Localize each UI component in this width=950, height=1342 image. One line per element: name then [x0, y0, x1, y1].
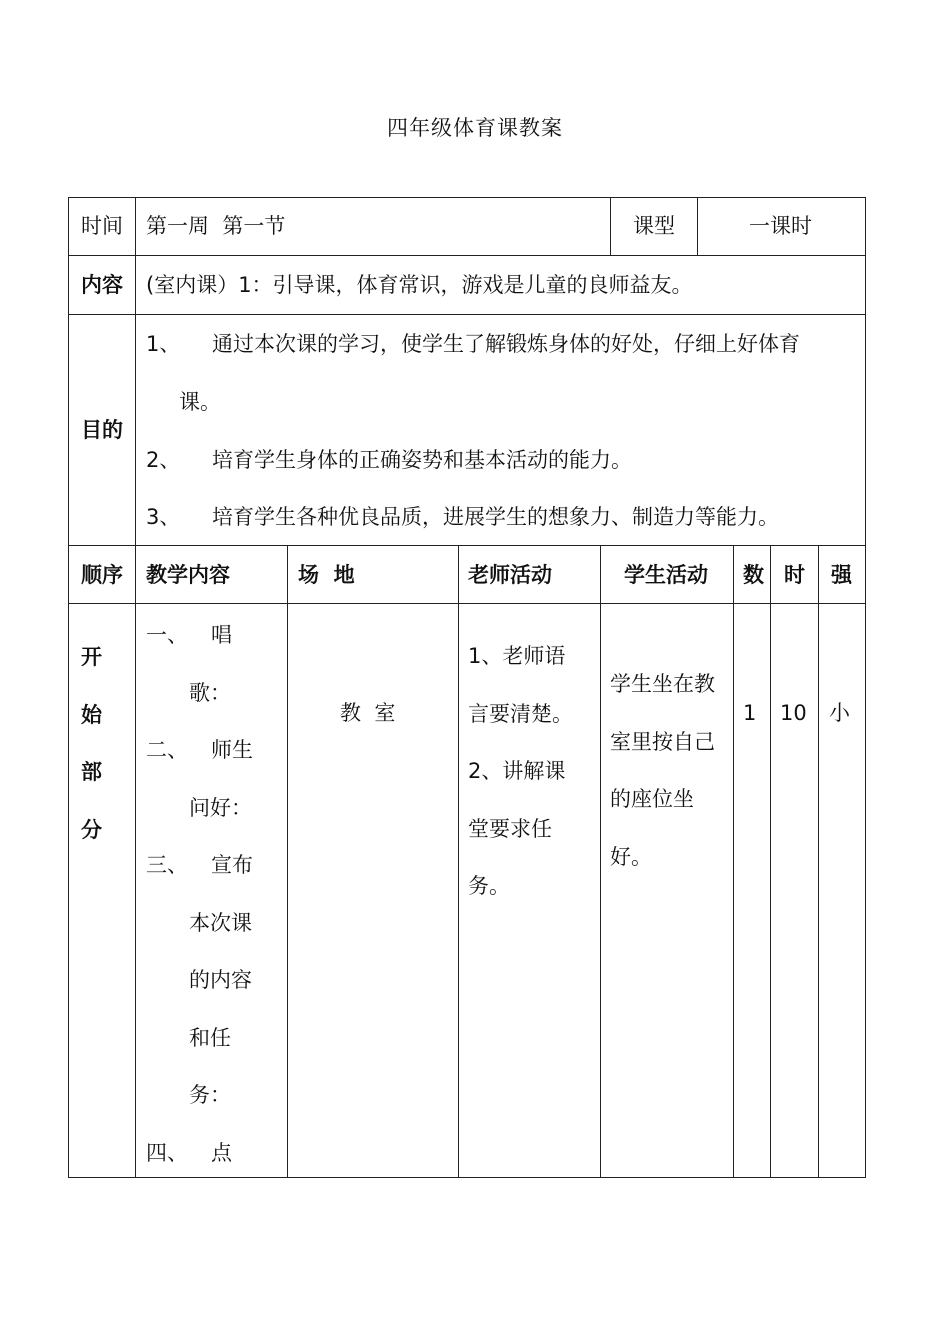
- header-intensity: 强: [831, 563, 852, 587]
- list-item-text: 师生: [211, 738, 253, 762]
- count-value: 1: [743, 701, 757, 725]
- list-item-continued: 问好：: [189, 795, 252, 820]
- list-item-number: 二、: [146, 738, 188, 762]
- teacher-activity: [468, 628, 573, 916]
- objective-text: 培育学生身体的正确姿势和基本活动的能力。: [212, 448, 632, 472]
- teacher-activity-line: 言要清楚。: [468, 701, 573, 726]
- col-divider: [287, 545, 288, 1178]
- list-item: [146, 607, 286, 665]
- section-label-char: 分: [81, 817, 102, 842]
- col-divider: [600, 545, 601, 1178]
- col-divider: [458, 545, 459, 1178]
- list-item-continued: 本次课: [189, 910, 252, 935]
- teacher-activity-line: 1、老师语: [468, 644, 566, 668]
- col-divider: [135, 198, 136, 1178]
- list-item-continued: 和任: [189, 1025, 231, 1050]
- content-label: 内容: [81, 273, 123, 297]
- teacher-activity-line: 务。: [468, 874, 510, 898]
- list-item-continued: 歌：: [189, 680, 231, 705]
- section-label-char: 部: [81, 760, 102, 784]
- intensity-value: 小: [829, 701, 850, 725]
- student-activity-line: 学生坐在教: [610, 672, 715, 696]
- objective-number: 3、: [146, 505, 181, 529]
- header-venue: 场 地: [298, 563, 355, 587]
- document-title: 四年级体育课教案: [387, 116, 563, 140]
- objective-text-continued: 课。: [179, 390, 221, 414]
- row-divider: [69, 314, 866, 315]
- time-minutes-value: 10: [780, 701, 807, 725]
- student-activity: [610, 656, 715, 886]
- col-divider: [697, 198, 698, 255]
- objective-number: 2、: [146, 448, 181, 472]
- objective-number: 1、: [146, 332, 181, 356]
- objective-text: 通过本次课的学习，使学生了解锻炼身体的好处，仔细上好体育: [212, 332, 800, 356]
- header-time: 时: [784, 563, 805, 587]
- section-label: [81, 629, 102, 859]
- venue-value: 教 室: [340, 701, 396, 725]
- list-item-text: 点: [211, 1140, 232, 1165]
- list-item-number: 一、: [146, 623, 188, 647]
- row-divider: [69, 255, 866, 256]
- time-label: 时间: [81, 214, 123, 238]
- list-item-continued: 务：: [189, 1083, 231, 1107]
- time-value: 第一周 第一节: [146, 214, 286, 238]
- section-label-char: 始: [81, 702, 102, 727]
- list-item: [146, 722, 286, 780]
- objective-text: 培育学生各种优良品质，进展学生的想象力、制造力等能力。: [212, 505, 779, 529]
- student-activity-line: 室里按自己: [610, 729, 715, 754]
- list-item-continued: 的内容: [189, 968, 252, 992]
- student-activity-line: 的座位坐: [610, 787, 694, 811]
- header-teaching-content: 教学内容: [146, 563, 230, 587]
- list-item: [146, 837, 286, 895]
- teacher-activity-line: 2、讲解课: [468, 759, 566, 783]
- section-label-char: 开: [81, 645, 102, 669]
- col-divider: [818, 545, 819, 1178]
- header-student-activity: 学生活动: [624, 563, 708, 587]
- list-item: [146, 1125, 286, 1183]
- teacher-activity-line: 堂要求任: [468, 816, 552, 841]
- teaching-content-list: [146, 607, 286, 1182]
- header-order: 顺序: [81, 563, 123, 587]
- lesson-plan-table: [68, 197, 866, 1178]
- list-item-text: 唱: [211, 623, 232, 647]
- list-item-text: 宣布: [211, 853, 253, 877]
- content-value: (室内课）1：引导课，体育常识，游戏是儿童的良师益友。: [146, 273, 693, 297]
- col-divider: [770, 545, 771, 1178]
- list-item-number: 四、: [146, 1140, 188, 1165]
- lesson-type-label: 课型: [633, 214, 675, 238]
- col-divider: [610, 198, 611, 255]
- header-count: 数: [743, 563, 764, 587]
- row-divider: [69, 545, 866, 546]
- lesson-type-value: 一课时: [749, 214, 812, 238]
- header-teacher-activity: 老师活动: [468, 563, 552, 587]
- row-divider: [69, 603, 866, 604]
- student-activity-line: 好。: [610, 844, 652, 869]
- col-divider: [733, 545, 734, 1178]
- objective-label: 目的: [81, 418, 123, 442]
- list-item-number: 三、: [146, 853, 188, 877]
